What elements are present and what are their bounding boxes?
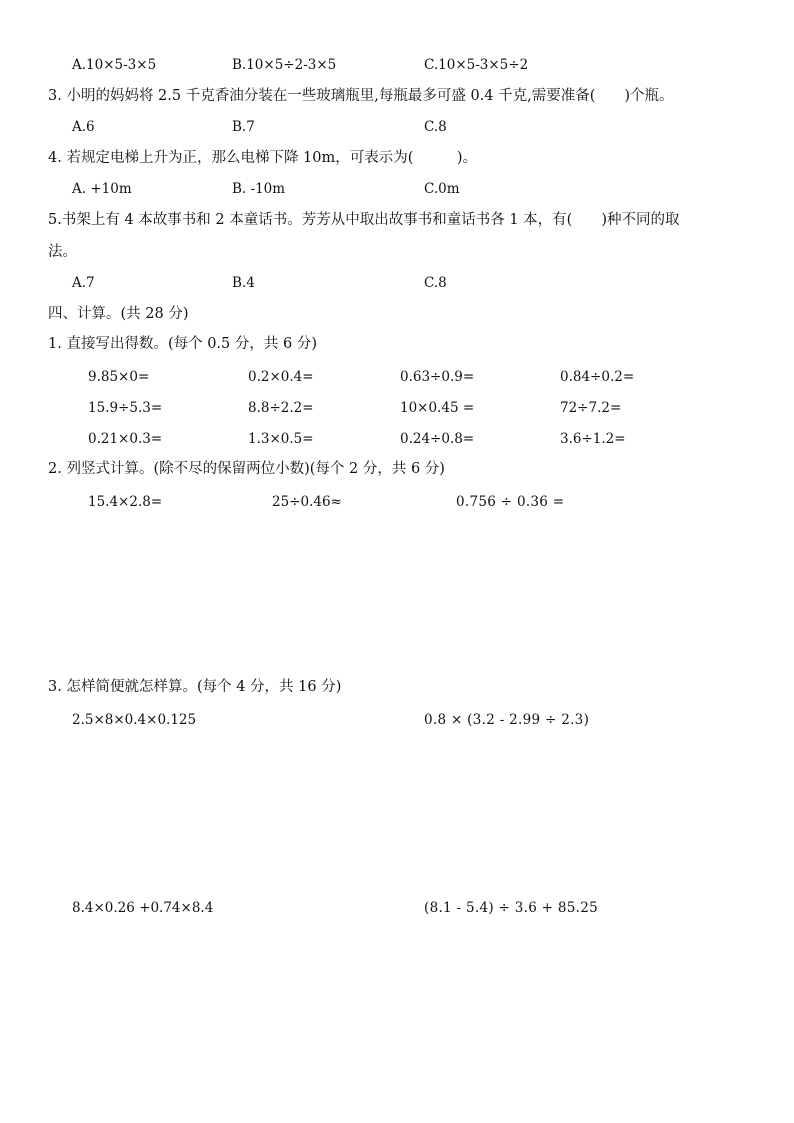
q2-option-a: A.10×5-3×5 (72, 57, 157, 73)
oral-exercise: 8.8÷2.2= (248, 400, 314, 416)
q5-option-c: C.8 (424, 275, 447, 291)
q4-option-c: C.0m (424, 181, 460, 197)
oral-exercise: 72÷7.2= (560, 400, 622, 416)
oral-exercise: 15.9÷5.3= (88, 400, 163, 416)
part3-heading: 3. 怎样简便就怎样算。(每个 4 分，共 16 分) (48, 679, 342, 695)
oral-exercise: 10×0.45 = (400, 400, 475, 416)
q3-stem: 3. 小明的妈妈将 2.5 千克香油分装在一些玻璃瓶里,每瓶最多可盛 0.4 千克,需要准备( )个瓶。 (48, 88, 674, 104)
q4-option-b: B. -10m (232, 181, 286, 197)
q5-option-b: B.4 (232, 275, 255, 291)
part1-heading: 1. 直接写出得数。(每个 0.5 分，共 6 分) (48, 336, 317, 352)
simplify-exercise: (8.1 - 5.4) ÷ 3.6 + 85.25 (424, 900, 599, 916)
q5-stem-line1: 5.书架上有 4 本故事书和 2 本童话书。芳芳从中取出故事书和童话书各 1 本，有( )种不同的取 (48, 212, 680, 228)
oral-exercise: 3.6÷1.2= (560, 431, 626, 447)
vertical-calc-exercise: 0.756 ÷ 0.36 = (456, 494, 565, 510)
oral-exercise: 1.3×0.5= (248, 431, 314, 447)
section4-title: 四、计算。(共 28 分) (48, 306, 189, 322)
oral-exercise: 0.84÷0.2= (560, 369, 635, 385)
oral-exercise: 0.2×0.4= (248, 369, 314, 385)
q3-option-b: B.7 (232, 119, 255, 135)
oral-exercise: 0.21×0.3= (88, 431, 163, 447)
vertical-calc-exercise: 15.4×2.8= (88, 494, 163, 510)
q5-stem-line2: 法。 (48, 244, 77, 260)
q5-option-a: A.7 (72, 275, 95, 291)
part2-heading: 2. 列竖式计算。(除不尽的保留两位小数)(每个 2 分，共 6 分) (48, 461, 445, 477)
oral-exercise: 0.63÷0.9= (400, 369, 475, 385)
simplify-exercise: 2.5×8×0.4×0.125 (72, 712, 197, 728)
q2-option-b: B.10×5÷2-3×5 (232, 57, 337, 73)
oral-exercise: 0.24÷0.8= (400, 431, 475, 447)
oral-exercise: 9.85×0= (88, 369, 150, 385)
vertical-calc-exercise: 25÷0.46≈ (272, 494, 342, 510)
q3-option-a: A.6 (72, 119, 95, 135)
q4-stem: 4. 若规定电梯上升为正，那么电梯下降 10m，可表示为( )。 (48, 150, 478, 166)
q4-option-a: A. +10m (72, 181, 132, 197)
q2-option-c: C.10×5-3×5÷2 (424, 57, 529, 73)
q3-option-c: C.8 (424, 119, 447, 135)
simplify-exercise: 8.4×0.26 +0.74×8.4 (72, 900, 214, 916)
simplify-exercise: 0.8 × (3.2 - 2.99 ÷ 2.3) (424, 712, 590, 728)
